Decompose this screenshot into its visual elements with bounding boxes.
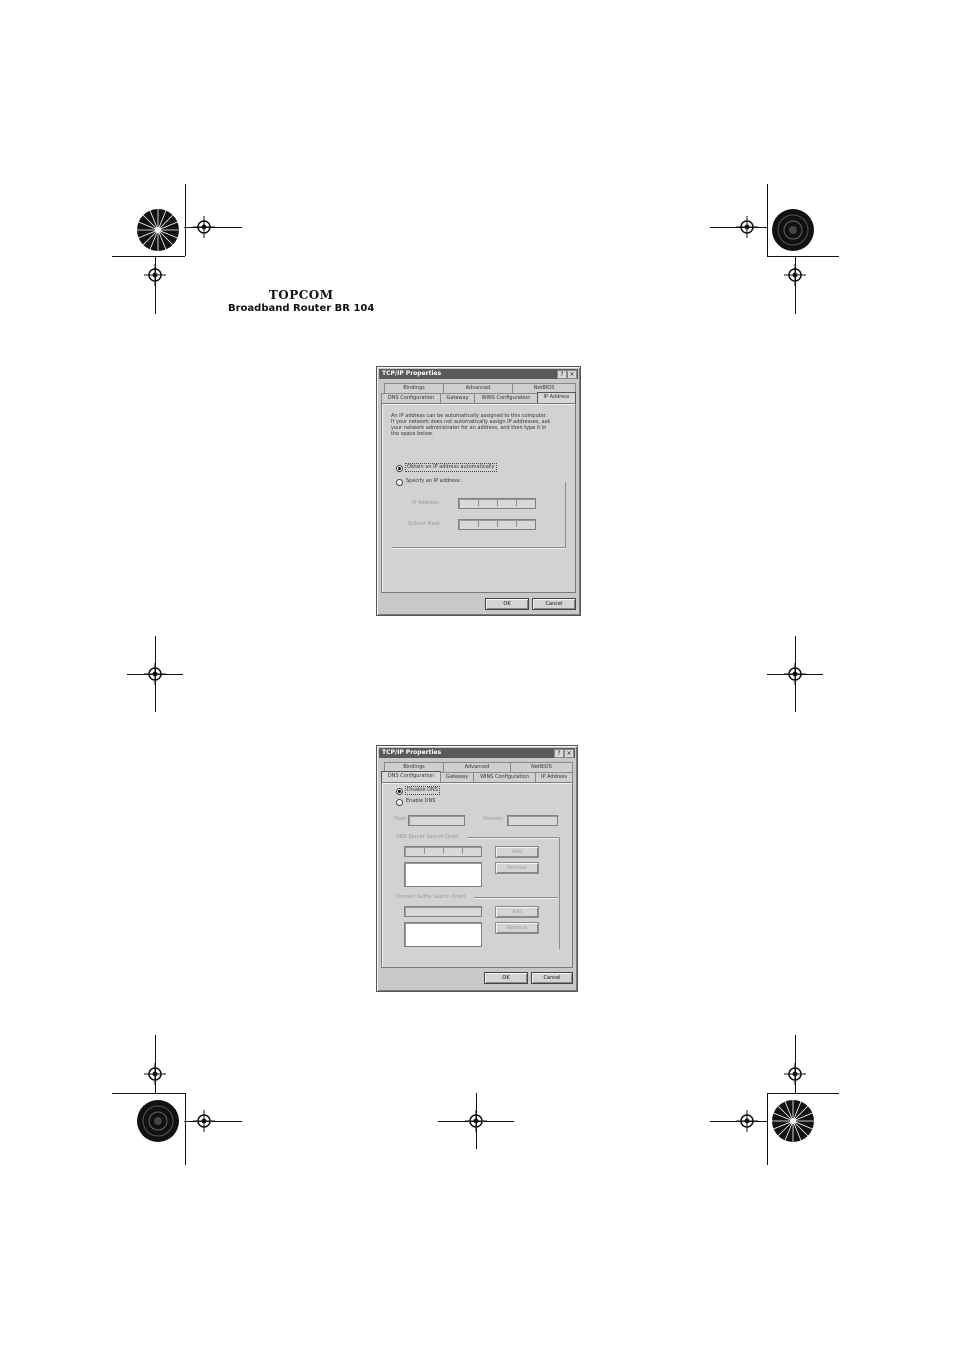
tab-advanced[interactable]: Advanced <box>443 762 511 772</box>
title-bar <box>379 748 575 758</box>
brand-logo: TOPCOM <box>268 288 334 302</box>
description-line: your network administrator for an address, and then type it in <box>391 425 547 431</box>
group-border <box>565 482 566 548</box>
crop-line <box>185 184 186 256</box>
cancel-button[interactable]: Cancel <box>532 598 576 610</box>
registration-target-icon <box>736 1110 758 1132</box>
ok-button[interactable]: OK <box>484 972 528 984</box>
registration-target-icon <box>193 216 215 238</box>
calibration-wheel-icon <box>771 1099 815 1143</box>
disable-dns-radio[interactable] <box>396 788 403 795</box>
cancel-button[interactable]: Cancel <box>531 972 573 984</box>
suffix-add-button[interactable]: Add <box>495 906 539 918</box>
dns-add-button[interactable]: Add <box>495 846 539 858</box>
enable-dns-radio[interactable] <box>396 799 403 806</box>
ip-address-field[interactable] <box>458 498 536 509</box>
registration-target-icon <box>784 264 806 286</box>
tab-dns-configuration[interactable]: DNS Configuration <box>381 393 441 403</box>
dns-search-order-label: DNS Server Search Order <box>396 834 460 840</box>
description-line: If your network does not automatically assign IP addresses, ask <box>391 419 551 425</box>
calibration-wheel-icon <box>136 208 180 252</box>
registration-target-icon <box>784 663 806 685</box>
product-name: Broadband Router BR 104 <box>228 303 375 314</box>
registration-target-icon <box>144 663 166 685</box>
domain-suffix-order-label: Domain Suffix Search Order <box>396 894 466 900</box>
window-title: TCP/IP Properties <box>382 749 442 756</box>
registration-target-icon <box>736 216 758 238</box>
calibration-wheel-icon <box>771 208 815 252</box>
crop-line <box>112 1093 185 1094</box>
dns-remove-button[interactable]: Remove <box>495 862 539 874</box>
domain-label: Domain: <box>483 816 505 822</box>
crop-line <box>112 256 185 257</box>
crop-line <box>767 1093 768 1165</box>
group-border <box>474 897 558 898</box>
domain-suffix-list[interactable] <box>404 922 482 947</box>
domain-suffix-field[interactable] <box>404 906 482 917</box>
ip-address-label: IP Address: <box>412 500 440 506</box>
calibration-wheel-icon <box>136 1099 180 1143</box>
tab-advanced[interactable]: Advanced <box>443 383 513 393</box>
tab-ip-address[interactable]: IP Address <box>535 772 573 782</box>
subnet-mask-field[interactable] <box>458 519 536 530</box>
tab-wins-configuration[interactable]: WINS Configuration <box>473 772 536 782</box>
registration-target-icon <box>144 1063 166 1085</box>
domain-field[interactable] <box>507 815 558 826</box>
crop-line <box>767 184 768 256</box>
group-border <box>468 837 558 838</box>
dns-server-list[interactable] <box>404 862 482 887</box>
crop-line <box>767 256 839 257</box>
suffix-remove-button[interactable]: Remove <box>495 922 539 934</box>
tcpip-dialog-ip-address <box>376 366 581 616</box>
tab-bindings[interactable]: Bindings <box>384 762 444 772</box>
host-field[interactable] <box>408 815 465 826</box>
tab-gateway[interactable]: Gateway <box>440 393 475 403</box>
tab-dns-configuration[interactable]: DNS Configuration <box>381 771 441 783</box>
enable-dns-label[interactable]: Enable DNS <box>406 798 436 804</box>
description-line: An IP address can be automatically assigned to this computer. <box>391 413 547 419</box>
close-button[interactable]: × <box>567 370 577 379</box>
tab-panel <box>381 403 576 593</box>
crop-line <box>185 1093 186 1165</box>
obtain-ip-auto-radio[interactable] <box>396 465 403 472</box>
group-border <box>559 837 560 949</box>
window-title: TCP/IP Properties <box>382 370 442 377</box>
tcpip-dialog-dns-configuration <box>376 745 578 992</box>
tab-ip-address[interactable]: IP Address <box>537 392 576 404</box>
tab-gateway[interactable]: Gateway <box>440 772 474 782</box>
tab-panel <box>381 782 573 968</box>
obtain-ip-auto-label[interactable]: Obtain an IP address automatically <box>407 464 495 470</box>
tab-netbios[interactable]: NetBIOS <box>510 762 573 772</box>
subnet-mask-label: Subnet Mask: <box>408 521 442 527</box>
disable-dns-label[interactable]: Disable DNS <box>407 787 438 793</box>
help-button[interactable]: ? <box>557 370 567 379</box>
registration-target-icon <box>144 264 166 286</box>
tab-bindings[interactable]: Bindings <box>384 383 444 393</box>
description-line: the space below. <box>391 431 433 437</box>
registration-target-icon <box>465 1110 487 1132</box>
crop-line <box>767 1093 839 1094</box>
registration-target-icon <box>193 1110 215 1132</box>
title-bar <box>379 369 578 379</box>
header <box>228 288 374 314</box>
registration-target-icon <box>784 1063 806 1085</box>
help-button[interactable]: ? <box>554 749 564 758</box>
ok-button[interactable]: OK <box>485 598 529 610</box>
tab-wins-configuration[interactable]: WINS Configuration <box>474 393 538 403</box>
group-border <box>392 547 566 548</box>
tab-netbios[interactable]: NetBIOS <box>512 383 576 393</box>
host-label: Host: <box>394 816 408 822</box>
specify-ip-radio[interactable] <box>396 479 403 486</box>
close-button[interactable]: × <box>564 749 574 758</box>
dns-server-field[interactable] <box>404 846 482 857</box>
specify-ip-label[interactable]: Specify an IP address: <box>406 478 462 484</box>
